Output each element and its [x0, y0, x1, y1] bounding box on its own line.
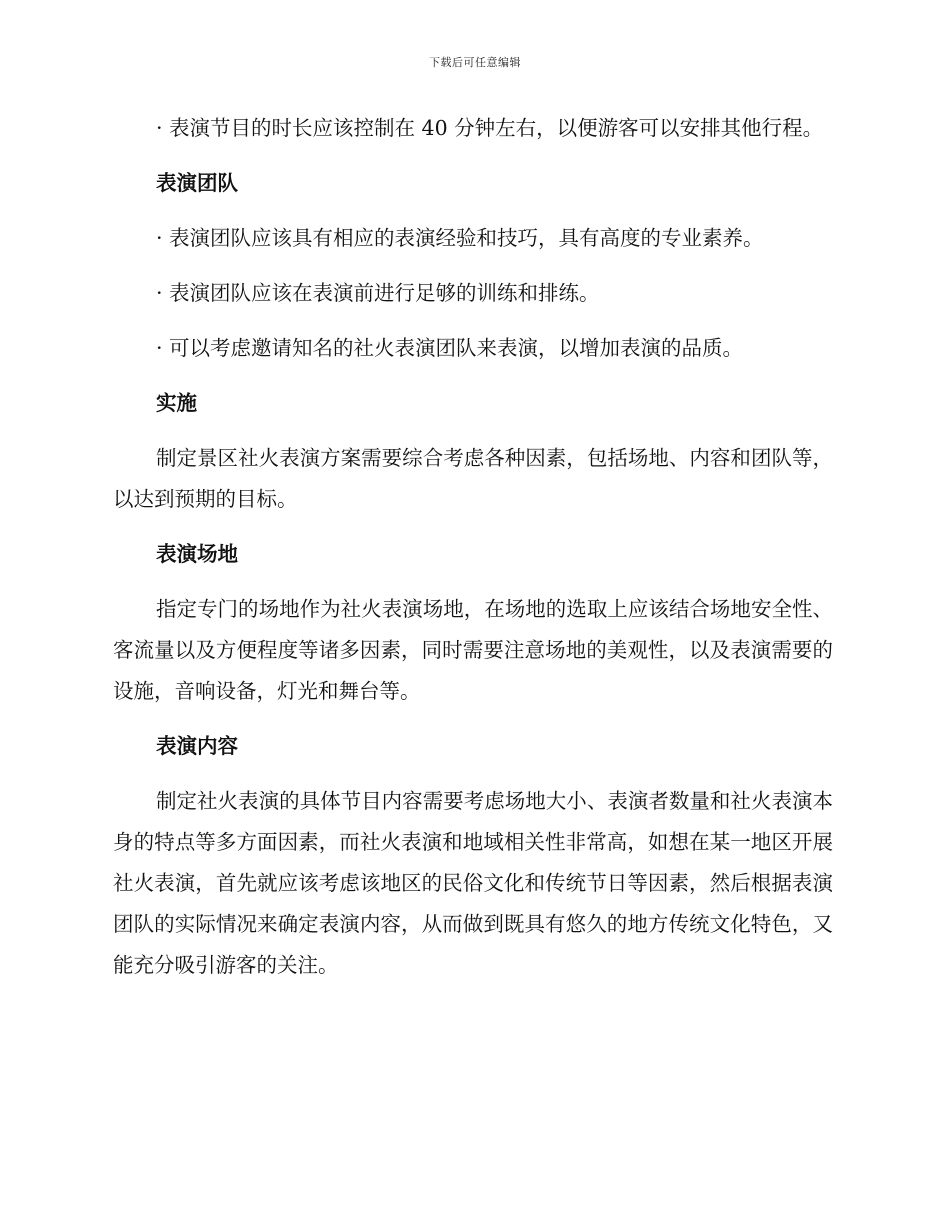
section-heading-content: 表演内容: [156, 734, 238, 758]
bullet-team-invite: · 可以考虑邀请知名的社火表演团队来表演，以增加表演的品质。: [156, 336, 744, 360]
document-body: [113, 108, 833, 1000]
bullet-duration: · 表演节目的时长应该控制在 40 分钟左右，以便游客可以安排其他行程。: [156, 116, 824, 140]
page-header-note: 下载后可任意编辑: [429, 56, 521, 69]
paragraph-content: 制定社火表演的具体节目内容需要考虑场地大小、表演者数量和社火表演本身的特点等多方面因素，而社火表演和地域相关性非常高，如想在某一地区开展社火表演，首先就应该考虑该地区的民俗文化和传统节日等因素，然后根据表演团队的实际情况来确定表演内容，从而做到既具有悠久的地方传统文化特色，又能充分吸引游客的关注。: [113, 789, 833, 977]
section-heading-implementation: 实施: [156, 391, 197, 415]
paragraph-venue: 指定专门的场地作为社火表演场地，在场地的选取上应该结合场地安全性、客流量以及方便程度等诸多因素，同时需要注意场地的美观性，以及表演需要的设施，音响设备，灯光和舞台等。: [113, 597, 833, 703]
section-heading-team: 表演团队: [156, 171, 238, 195]
bullet-team-training: · 表演团队应该在表演前进行足够的训练和排练。: [156, 281, 600, 305]
paragraph-implementation: 制定景区社火表演方案需要综合考虑各种因素，包括场地、内容和团队等，以达到预期的目标。: [113, 446, 833, 511]
section-heading-venue: 表演场地: [156, 542, 238, 566]
bullet-team-experience: · 表演团队应该具有相应的表演经验和技巧，具有高度的专业素养。: [156, 226, 764, 250]
